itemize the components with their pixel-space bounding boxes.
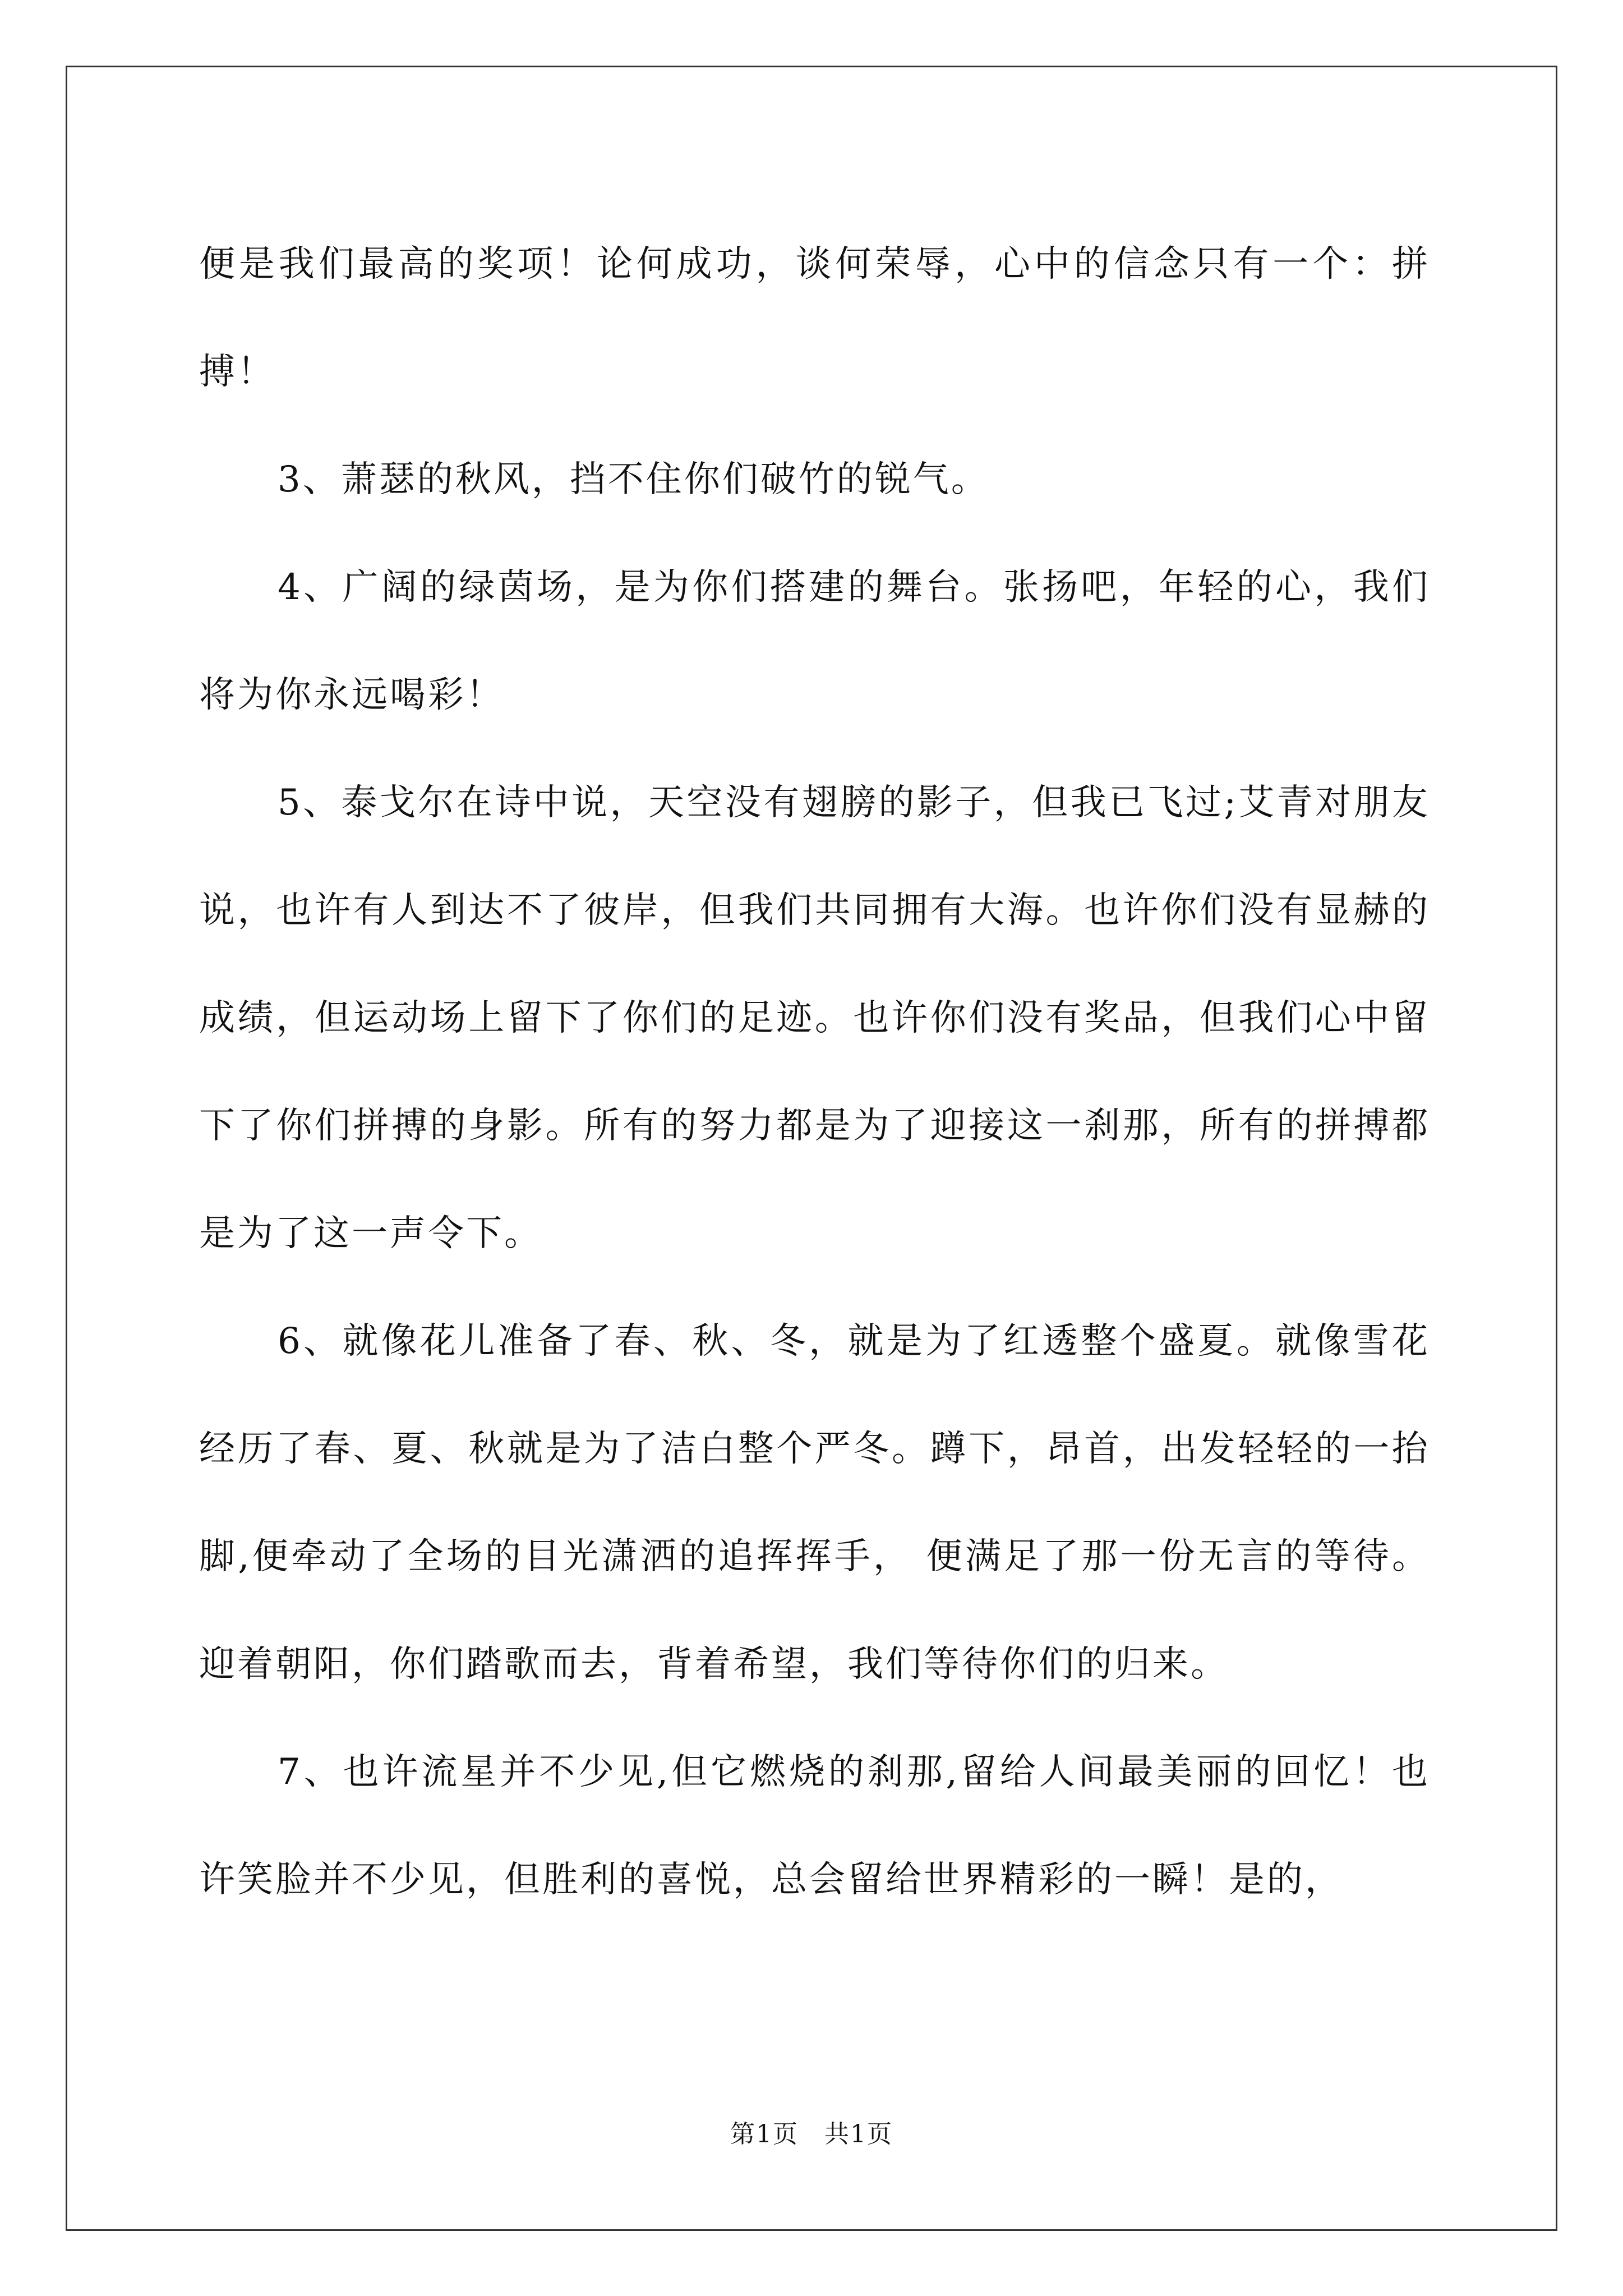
paragraph-item-7: 7、也许流星并不少见,但它燃烧的刹那,留给人间最美丽的回忆！也许笑脸并不少见，但胜利的喜悦，总会留给世界精彩的一瞬！是的， [199,1751,1430,1901]
paragraph-item-3: 3、萧瑟的秋风，挡不住你们破竹的锐气。 [278,459,989,500]
paragraph-item-5: 5、泰戈尔在诗中说，天空没有翅膀的影子，但我已飞过;艾青对朋友说，也许有人到达不了彼岸，但我们共同拥有大海。也许你们没有显赫的成绩，但运动场上留下了你们的足迹。也许你们没有奖品，但我们心中留下了你们拼搏的身影。所有的努力都是为了迎接这一刹那，所有的拼搏都是为了这一声令下。 [199,782,1430,1254]
document-body [199,210,1430,1934]
paragraph-continuation: 便是我们最高的奖项！论何成功，谈何荣辱，心中的信念只有一个：拼搏！ [199,243,1430,393]
paragraph-item-6: 6、就像花儿准备了春、秋、冬，就是为了红透整个盛夏。就像雪花经历了春、夏、秋就是为了洁白整个严冬。蹲下，昂首，出发轻轻的一抬脚,便牵动了全场的目光潇洒的追挥挥手， 便满足了那一份无言的等待。迎着朝阳，你们踏歌而去，背着希望，我们等待你们的归来。 [199,1320,1430,1685]
paragraph-item-4: 4、广阔的绿茵场，是为你们搭建的舞台。张扬吧，年轻的心，我们将为你永远喝彩！ [199,567,1430,716]
page-footer: 第1页 共1页 [730,2120,893,2148]
